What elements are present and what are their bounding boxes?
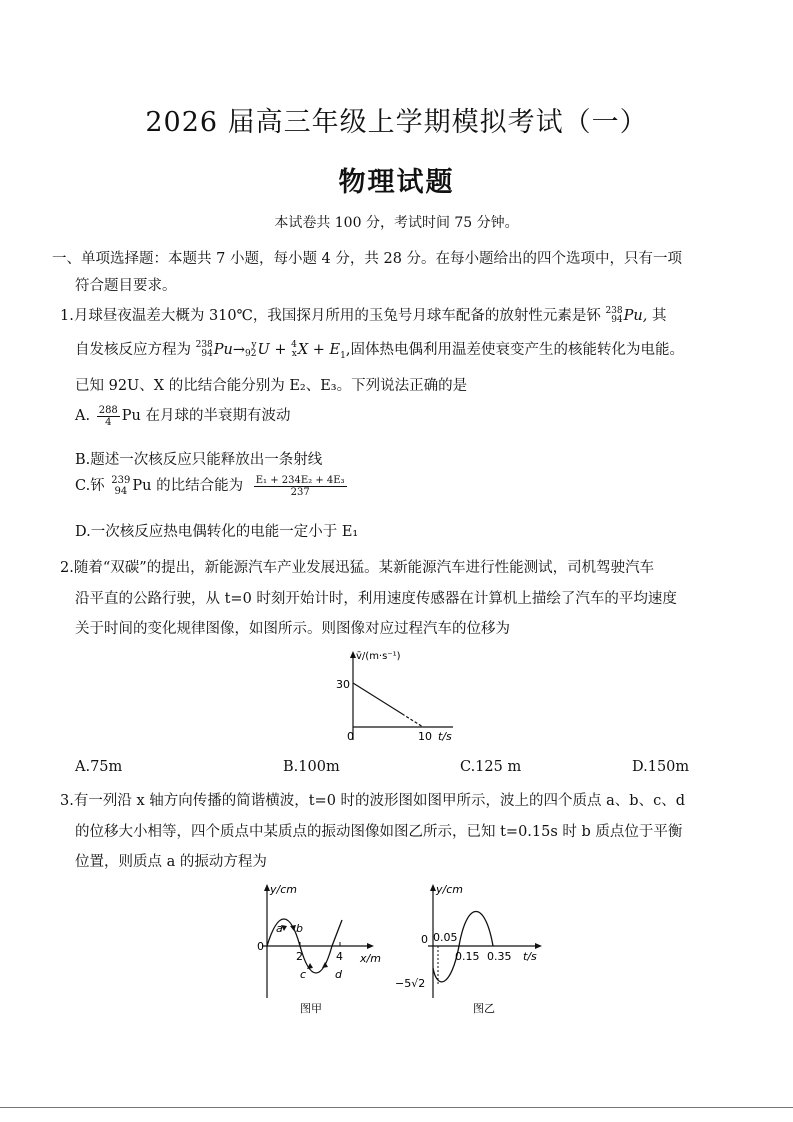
y-axis-label: y/cm (436, 883, 463, 896)
x-axis-label: t/s (523, 950, 537, 963)
pu-nuclide: 238 94 (605, 306, 623, 325)
x-axis-arrow (535, 943, 542, 949)
footer-divider (0, 1107, 793, 1108)
q2-line2: 沿平直的公路行驶，从 t=0 时刻开始计时，利用速度传感器在计算机上描绘了汽车的平均速度 (75, 591, 677, 607)
q2-option-b: B.100m (283, 759, 340, 775)
y-axis-label: y/cm (270, 883, 297, 896)
label-d: d (335, 968, 342, 981)
exam-title: 2026 届高三年级上学期模拟考试（一） (145, 107, 648, 138)
q1-text: 1.月球昼夜温差大概为 310℃，我国探月所用的玉兔号月球车配备的放射性元素是钚 (60, 308, 601, 324)
eq-x: 4 x (291, 340, 297, 359)
tick-label-2: 2 (296, 950, 303, 963)
eq-u: y 92 (245, 340, 257, 359)
q3-line2: 的位移大小相等，四个质点中某质点的振动图像如图乙所示，已知 t=0.15s 时 b 质点位于平衡 (75, 824, 683, 840)
q2-velocity-graph (320, 645, 470, 745)
q3-line1: 3.有一列沿 x 轴方向传播的简谐横波，t=0 时的波形图如图甲所示，波上的四个质点 a、b、c、d (60, 793, 685, 809)
label-b: b (296, 922, 303, 935)
label-a: a (276, 922, 283, 935)
optA-frac: $\frac{288}{4}$ (98, 404, 118, 428)
tick-label-4: 4 (336, 950, 343, 963)
tick-label-015: 0.15 (455, 950, 480, 963)
y-axis-label: v̄/(m·s⁻¹) (356, 651, 401, 662)
q2-option-d: D.150m (632, 759, 690, 775)
eq-pu: 238 94 (195, 340, 213, 359)
q3-figure-b (393, 880, 553, 1020)
q1-option-a: A. $\frac{288}{4}$ Pu 在月球的半衰期有波动 (75, 404, 291, 428)
optC-formula: $\frac{\text{E₁ + 234E₂ + 4E₃}}{237}$ (255, 474, 345, 498)
section-heading-cont: 符合题目要求。 (75, 278, 177, 294)
section-heading: 一、单项选择题：本题共 7 小题，每小题 4 分，共 28 分。在每小题给出的四个选项中，只有一项 (52, 251, 683, 267)
q3-line3: 位置，则质点 a 的振动方程为 (75, 854, 267, 870)
arrow-d (322, 962, 328, 968)
optC-nuclide: 239 94 (111, 475, 131, 497)
y-tick-30: 30 (336, 678, 350, 691)
q1-line1: 1.月球昼夜温差大概为 310℃，我国探月所用的玉兔号月球车配备的放射性元素是钚 238 94 Pu, 其 (60, 306, 667, 325)
vibration-curve (433, 912, 493, 982)
x-axis-arrow (367, 943, 374, 949)
q1-option-b: B.题述一次核反应只能释放出一条射线 (75, 452, 323, 468)
amplitude-label: −5√2 (395, 977, 426, 990)
q2-line1: 2.随着“双碳”的提出，新能源汽车产业发展迅猛。某新能源汽车进行性能测试，司机驾驶汽车 (60, 560, 655, 576)
figure-caption: 图甲 (300, 1002, 322, 1015)
q3-figure-a (250, 880, 390, 1020)
origin-label: 0 (257, 940, 264, 953)
exam-note: 本试卷共 100 分，考试时间 75 分钟。 (274, 215, 519, 231)
label-c: c (300, 968, 307, 981)
line-dashed-segment (402, 714, 423, 727)
q1-line3: 已知 92U、X 的比结合能分别为 E₂、E₃。下列说法正确的是 (75, 378, 468, 394)
q2-option-c: C.125 m (460, 759, 522, 775)
q2-line3: 关于时间的变化规律图像，如图所示。则图像对应过程汽车的位移为 (75, 621, 510, 637)
tick-label-035: 0.35 (487, 950, 512, 963)
origin-label: 0 (421, 933, 428, 946)
tick-label-005: 0.05 (433, 931, 458, 944)
q1-option-d: D.一次核反应热电偶转化的电能一定小于 E₁ (75, 524, 359, 540)
x-axis-label: x/m (360, 952, 381, 965)
subject-title: 物理试题 (338, 167, 455, 198)
origin-label: 0 (347, 730, 354, 743)
line-solid-segment (353, 683, 402, 714)
q1-option-c: C.钚 239 94 Pu 的比结合能为 $\frac{\text{E₁ + 234E₂ + 4E₃}}{237}$ (75, 474, 345, 498)
x-tick-10: 10 (418, 730, 432, 743)
x-axis-label: t/s (438, 730, 452, 743)
q2-option-a: A.75m (75, 759, 123, 775)
q1-line2: 自发核反应方程为 238 94 Pu→ y 92 U + 4 x $X + E_1$,固体热电偶利用温差使衰变产生的核能转化为电能。 (75, 340, 684, 361)
figure-caption: 图乙 (473, 1002, 495, 1015)
